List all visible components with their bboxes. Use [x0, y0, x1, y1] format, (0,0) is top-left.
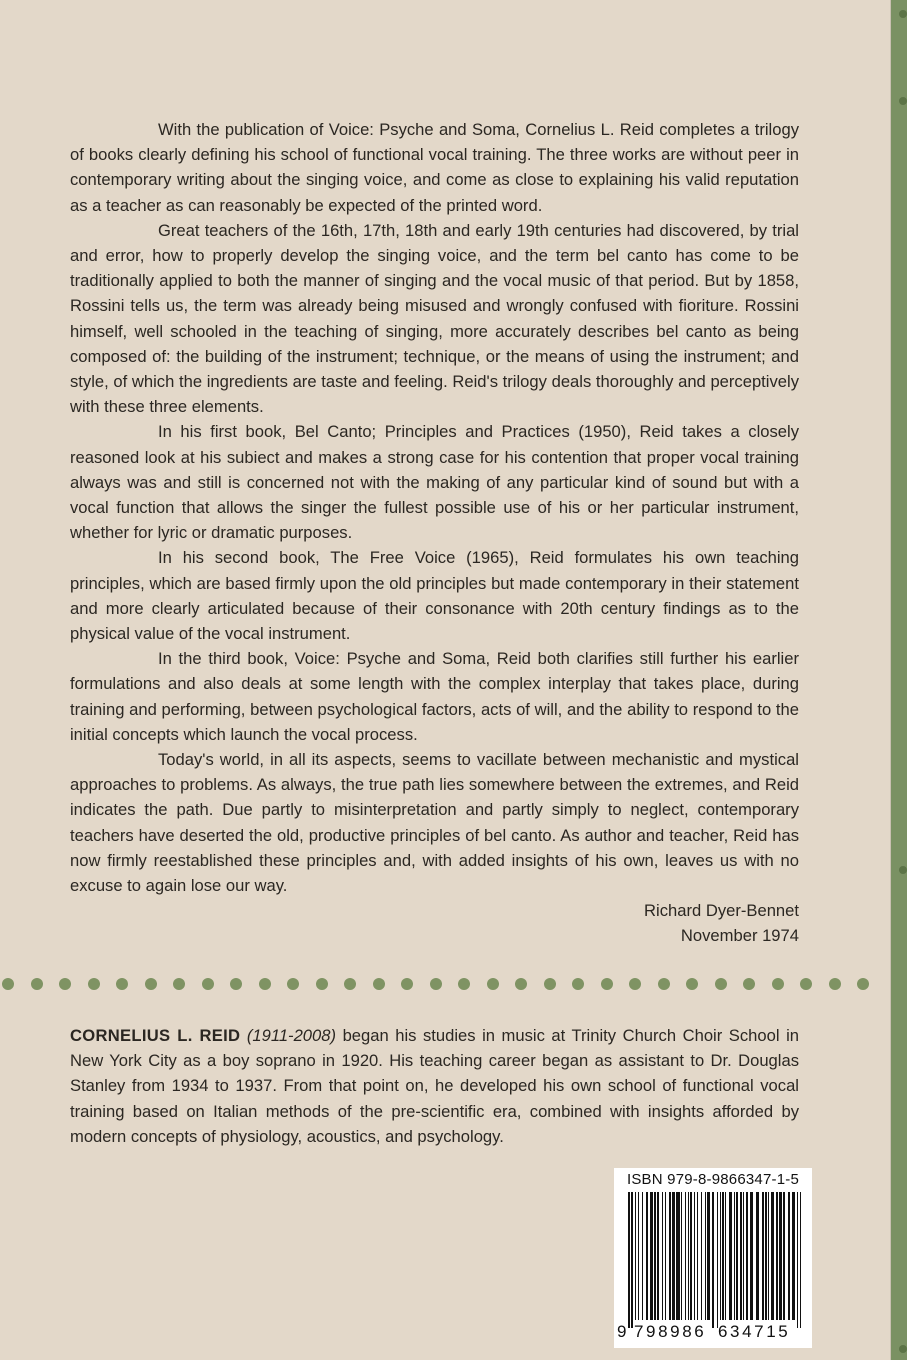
barcode-bar — [688, 1192, 689, 1320]
barcode-bar — [734, 1192, 735, 1320]
barcode-bar — [705, 1192, 706, 1320]
divider-dot — [601, 978, 613, 990]
barcode-bar — [685, 1192, 686, 1320]
barcode-bar — [756, 1192, 759, 1320]
essay-signature — [644, 898, 799, 948]
signature-name: Richard Dyer-Bennet — [644, 901, 799, 920]
foreword-essay — [70, 117, 799, 898]
barcode-bar — [788, 1192, 790, 1320]
barcode-bar — [701, 1192, 702, 1320]
author-dates: (1911-2008) — [246, 1026, 337, 1045]
barcode-bar — [729, 1192, 732, 1320]
essay-paragraph: In his first book, Bel Canto; Principles and Practices (1950), Reid takes a closely reasoned look at his subiect and makes a strong case for his contention that proper vocal training always was and still is concerned not with the making of any particular kind of sound but with a vocal function that allows the singer the fullest possible use of his or her particular instrument, whether for lyric or dramatic purposes. — [70, 422, 799, 543]
essay-paragraph: Great teachers of the 16th, 17th, 18th and early 19th centuries had discovered, by trial and error, how to properly develop the singing voice, and the term bel canto has come to be traditionally applied to both the manner of singing and the vocal music of that period. But by 1858, Rossini tells us, the term was already being misused and wrongly confused with fioriture. Rossini himself, well schooled in the teaching of singing, more accurately describes bel canto as being composed of: the building of the instrument; technique, or the means of using the instrument; and style, of which the ingredients are taste and feeling. Reid's trilogy deals thoroughly and perceptively with these three elements. — [70, 220, 799, 417]
divider-dot — [458, 978, 470, 990]
barcode-bar — [672, 1192, 674, 1320]
barcode-bar — [646, 1192, 648, 1320]
barcode-bar — [676, 1192, 679, 1320]
barcode-bar — [750, 1192, 753, 1320]
barcode-bar — [712, 1192, 714, 1328]
book-spine-strip — [891, 0, 907, 1360]
divider-dot — [145, 978, 157, 990]
author-bio — [70, 1023, 799, 1149]
divider-dot — [401, 978, 413, 990]
barcode-bar — [628, 1192, 630, 1328]
barcode-bar — [762, 1192, 764, 1320]
divider-dot — [373, 978, 385, 990]
divider-dot — [487, 978, 499, 990]
divider-dot — [230, 978, 242, 990]
divider-dot — [2, 978, 14, 990]
divider-dot — [743, 978, 755, 990]
barcode-bar — [638, 1192, 639, 1320]
divider-dot — [116, 978, 128, 990]
barcode-bar — [717, 1192, 719, 1328]
divider-dot — [59, 978, 71, 990]
barcode-bar — [657, 1192, 659, 1320]
essay-paragraph: In the third book, Voice: Psyche and Soma, Reid both clarifies still further his earlier formulations and also deals at some length with the complex interplay that takes place, during training and performing, between psychological factors, acts of will, and the ability to respond to the initial concepts which launch the vocal process. — [70, 649, 799, 744]
divider-dot — [430, 978, 442, 990]
divider-dot — [829, 978, 841, 990]
barcode-bar — [800, 1192, 802, 1328]
divider-dot — [173, 978, 185, 990]
barcode-bar — [746, 1192, 748, 1320]
barcode-bar — [743, 1192, 744, 1320]
divider-dot — [259, 978, 271, 990]
divider-dot — [316, 978, 328, 990]
barcode-bars — [628, 1192, 800, 1320]
divider-dot — [715, 978, 727, 990]
divider-dot — [31, 978, 43, 990]
divider-dot — [202, 978, 214, 990]
barcode-bar — [776, 1192, 778, 1320]
dotted-divider — [0, 978, 890, 992]
barcode-bar — [720, 1192, 721, 1320]
barcode-bar — [662, 1192, 663, 1320]
barcode-bar — [779, 1192, 781, 1320]
barcode-bar — [768, 1192, 769, 1320]
barcode-bar — [697, 1192, 698, 1320]
spine-dot — [899, 866, 907, 874]
spine-dot — [899, 10, 907, 18]
barcode-bar — [635, 1192, 636, 1320]
divider-dot — [344, 978, 356, 990]
ean-right-digits: 634715 — [718, 1322, 791, 1341]
author-name: CORNELIUS L. REID — [70, 1026, 241, 1045]
divider-dot — [658, 978, 670, 990]
barcode-bar — [725, 1192, 726, 1320]
divider-dot — [88, 978, 100, 990]
essay-paragraph: With the publication of Voice: Psyche and Soma, Cornelius L. Reid completes a trilogy of books clearly defining his school of functional vocal training. The three works are without peer in contemporary writing about the singing voice, and come as close to explaining his valid reputation as a teacher as can reasonably be expected of the printed word. — [70, 120, 799, 215]
barcode-bar — [669, 1192, 671, 1320]
barcode-bar — [797, 1192, 799, 1328]
isbn-label: ISBN 979-8-9866347-1-5 — [626, 1171, 799, 1188]
barcode-bar — [765, 1192, 766, 1320]
barcode-bar — [792, 1192, 795, 1320]
spine-dot — [899, 97, 907, 105]
ean-left-digits: 798986 — [634, 1322, 707, 1341]
divider-dot — [857, 978, 869, 990]
barcode-bar — [771, 1192, 774, 1320]
essay-paragraph: In his second book, The Free Voice (1965), Reid formulates his own teaching principles, which are based firmly upon the old principles but made contemporary in their statement and more clearly articulated because of their consonance with 20th century findings as to the physical value of the vocal instrument. — [70, 548, 799, 644]
bio-text: began his studies in music at Trinity Church Choir School in New York City as a boy soprano in 1920. His teaching career began as assistant to Dr. Douglas Stanley from 1934 to 1937. From that point on, he developed his own school of functional vocal training based on Italian methods of the pre-scientific era, combined with insights afforded by modern concepts of physiology, acoustics, and psychology. — [70, 1026, 799, 1146]
barcode-bar — [642, 1192, 643, 1320]
barcode-bar — [665, 1192, 666, 1320]
barcode-bar — [694, 1192, 695, 1320]
ean-first-digit: 9 — [617, 1322, 627, 1341]
barcode-bar — [690, 1192, 691, 1320]
divider-dot — [686, 978, 698, 990]
divider-dot — [800, 978, 812, 990]
signature-date: November 1974 — [680, 926, 799, 946]
divider-dot — [772, 978, 784, 990]
barcode-bar — [740, 1192, 741, 1320]
ean-digits — [614, 1322, 812, 1344]
barcode-bar — [707, 1192, 709, 1320]
divider-dot — [287, 978, 299, 990]
barcode-bar — [736, 1192, 737, 1320]
spine-dot — [899, 1345, 907, 1353]
divider-dot — [629, 978, 641, 990]
barcode-bar — [631, 1192, 633, 1328]
divider-dot — [515, 978, 527, 990]
essay-paragraph: Today's world, in all its aspects, seems to vacillate between mechanistic and mystical approaches to problems. As always, the true path lies somewhere between the extremes, and Reid indicates the path. Due partly to misinterpretation and partly simply to neglect, contemporary teachers have deserted the old, productive principles of bel canto. As author and teacher, Reid has now firmly reestablished these principles and, with added insights of his own, leaves us with no excuse to again lose our way. — [70, 750, 799, 896]
barcode-bar — [783, 1192, 785, 1320]
divider-dot — [572, 978, 584, 990]
divider-dot — [544, 978, 556, 990]
barcode-bar — [650, 1192, 653, 1320]
barcode-bar — [722, 1192, 723, 1320]
barcode-bar — [681, 1192, 682, 1320]
barcode-bar — [654, 1192, 655, 1320]
isbn-barcode — [614, 1168, 812, 1348]
